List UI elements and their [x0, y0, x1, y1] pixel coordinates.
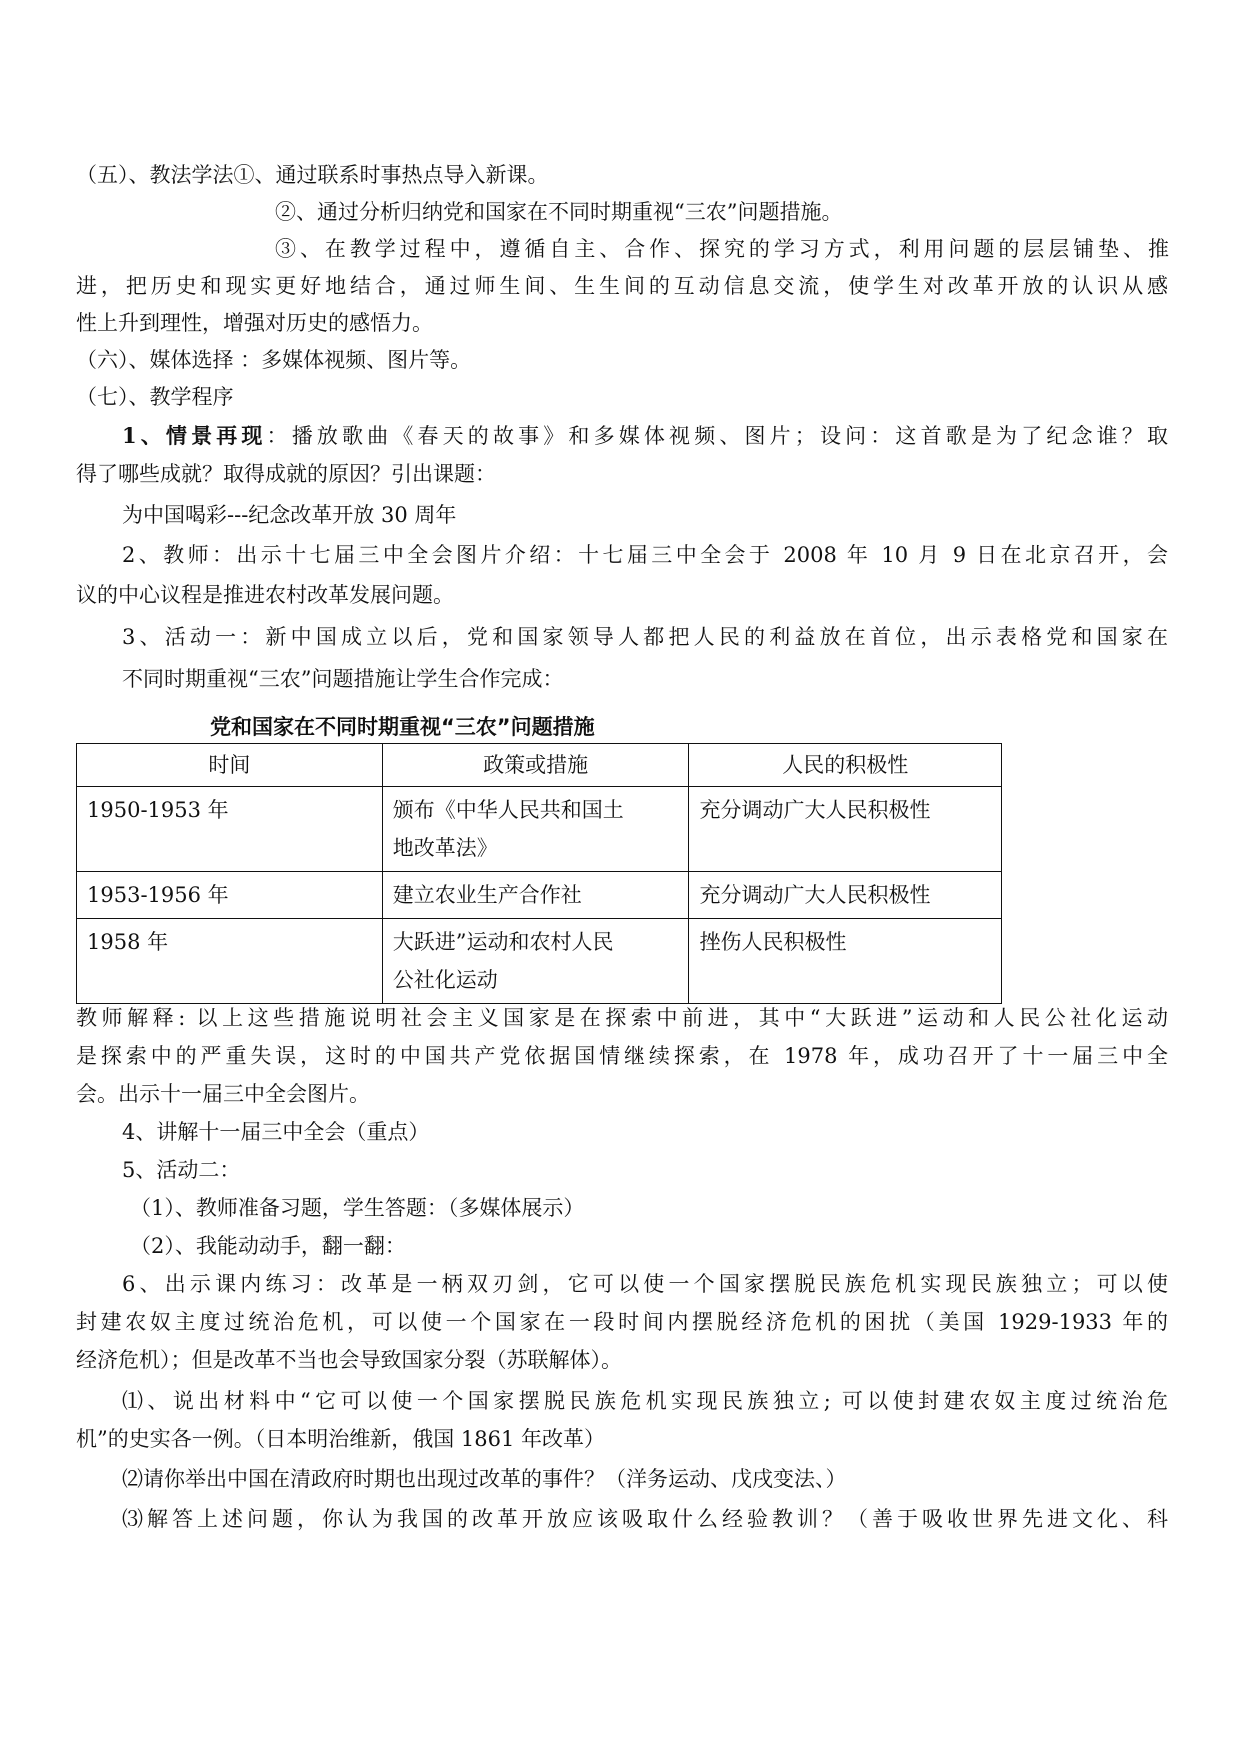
cell-policy — [382, 787, 689, 872]
cell-time: 1953-1956 年 — [77, 872, 383, 919]
step3-line2: 不同时期重视“三农”问题措施让学生合作完成： — [122, 667, 564, 691]
cell-people: 充分调动广大人民积极性 — [689, 787, 1002, 872]
step2-line1: 2、教师：出示十七届三中全会图片介绍：十七届三中全会于 2008 年 10 月 9 日在北京召开，会 — [122, 543, 1168, 567]
step6-line3: 经济危机）；但是改革不当也会导致国家分裂（苏联解体）。 — [76, 1348, 622, 1372]
cell-policy-line1: 建立农业生产合作社 — [392, 883, 582, 907]
table-row — [77, 872, 1002, 919]
step6-line1: 6、出示课内练习：改革是一柄双刃剑，它可以使一个国家摆脱民族危机实现民族独立；可以使 — [122, 1272, 1168, 1296]
step1-text1: ：播放歌曲《春天的故事》和多媒体视频、图片；设问：这首歌是为了纪念谁？取 — [266, 424, 1168, 448]
section6-line: （六）、媒体选择 ：多媒体视频、图片等。 — [76, 348, 472, 372]
section5-line1: （五）、教法学法①、通过联系时事热点导入新课。 — [76, 163, 549, 187]
table-title: 党和国家在不同时期重视“三农”问题措施 — [210, 715, 595, 739]
header-people: 人民的积极性 — [689, 744, 1002, 787]
question3-line: ⑶解答上述问题，你认为我国的改革开放应该吸取什么经验教训？（善于吸收世界先进文化、科 — [122, 1507, 1168, 1531]
section5-line3: ③、在教学过程中，遵循自主、合作、探究的学习方式，利用问题的层层铺垫、推 — [275, 237, 1169, 261]
question1-line2: 机”的史实各一例。（日本明治维新，俄国 1861 年改革） — [76, 1427, 606, 1451]
table-row — [77, 919, 1002, 1004]
header-time: 时间 — [77, 744, 383, 787]
step5-item1: （1）、教师准备习题，学生答题：（多媒体展示） — [130, 1196, 585, 1220]
question2-line: ⑵请你举出中国在清政府时期也出现过改革的事件？（洋务运动、戊戌变法、） — [122, 1467, 847, 1491]
step2-line2: 议的中心议程是推进农村改革发展问题。 — [76, 583, 454, 607]
explain-line2: 是探索中的严重失误，这时的中国共产党依据国情继续探索，在 1978 年，成功召开了十一届三中全 — [76, 1044, 1168, 1068]
step6-line2: 封建农奴主度过统治危机，可以使一个国家在一段时间内摆脱经济危机的困扰（美国 1929-1933 年的 — [76, 1310, 1168, 1334]
section5-line2: ②、通过分析归纳党和国家在不同时期重视“三农”问题措施。 — [275, 200, 843, 224]
step5-item2: （2）、我能动动手，翻一翻： — [130, 1234, 406, 1258]
section5-line4: 进，把历史和现实更好地结合，通过师生间、生生间的互动信息交流，使学生对改革开放的认识从感 — [76, 274, 1168, 298]
cell-time: 1950-1953 年 — [77, 787, 383, 872]
table-row — [77, 787, 1002, 872]
step5-title: 5、活动二： — [122, 1158, 241, 1182]
table-header-row — [77, 744, 1002, 787]
cell-people: 挫伤人民积极性 — [689, 919, 1002, 1004]
cell-policy — [382, 919, 689, 1004]
measures-table — [76, 743, 1002, 1004]
cell-people: 充分调动广大人民积极性 — [689, 872, 1002, 919]
cell-policy-line2: 地改革法》 — [392, 836, 498, 860]
cell-policy-line1: 颁布《中华人民共和国土 — [392, 798, 624, 822]
section5-line5: 性上升到理性，增强对历史的感悟力。 — [76, 311, 433, 335]
step1-topic: 为中国喝彩---纪念改革开放 30 周年 — [122, 503, 457, 527]
step4-line: 4、讲解十一届三中全会（重点） — [122, 1120, 430, 1144]
section7-heading: （七）、教学程序 — [76, 385, 234, 409]
step1-line1 — [122, 421, 1168, 451]
header-policy: 政策或措施 — [382, 744, 689, 787]
explain-line3: 会。出示十一届三中全会图片。 — [76, 1082, 370, 1106]
step3-line1: 3、活动一：新中国成立以后，党和国家领导人都把人民的利益放在首位，出示表格党和国家在 — [122, 625, 1168, 649]
cell-policy-line2: 公社化运动 — [392, 968, 498, 992]
cell-policy — [382, 872, 689, 919]
step1-label: 1、情景再现 — [122, 423, 267, 448]
step1-line2: 得了哪些成就？取得成就的原因？引出课题： — [76, 462, 496, 486]
cell-time: 1958 年 — [77, 919, 383, 1004]
cell-policy-line1: 大跃进”运动和农村人民 — [392, 930, 614, 954]
question1-line1: ⑴、说出材料中“它可以使一个国家摆脱民族危机实现民族独立; 可以使封建农奴主度过统治危 — [122, 1389, 1168, 1413]
explain-line1: 教师解释: 以上这些措施说明社会主义国家是在探索中前进，其中“大跃进”运动和人民公社化运动 — [76, 1006, 1168, 1030]
